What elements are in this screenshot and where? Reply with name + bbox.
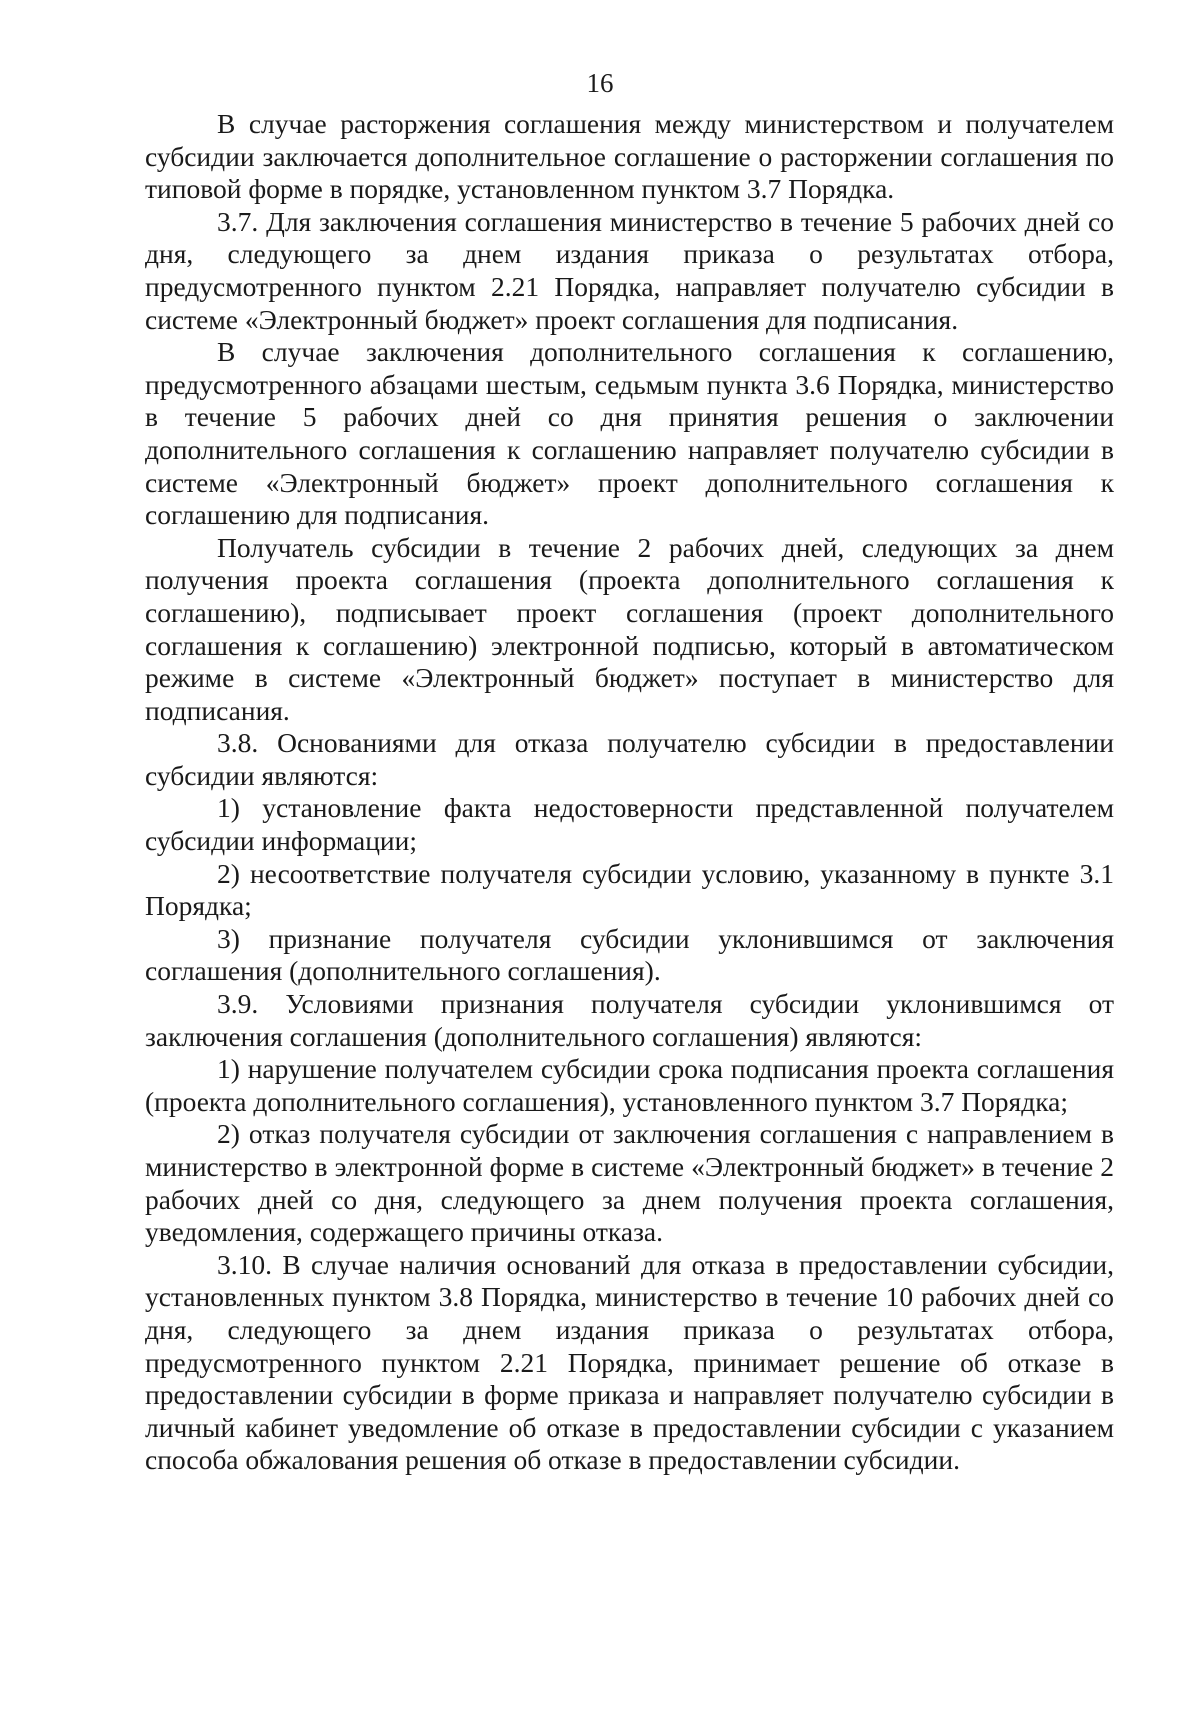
page-number: 16 bbox=[586, 68, 614, 98]
paragraph-termination: В случае расторжения соглашения между министерством и получателем субсидии заключается дополнительное соглашение о расторжении соглашения по типовой форме в порядке, установленном пунктом 3.7 Порядка. bbox=[145, 108, 1114, 205]
paragraph-3-8: 3.8. Основаниями для отказа получателю субсидии в предоставлении субсидии являются: bbox=[145, 727, 1114, 791]
paragraph-3-10: 3.10. В случае наличия оснований для отказа в предоставлении субсидии, установленных пунктом 3.8 Порядка, министерство в течение 10 рабочих дней со дня, следующего за днем издания приказа о результатах отбора, предусмотренного пунктом 2.21 Порядка, принимает решение об отказе в предоставлении субсидии в форме приказа и направляет получателю субсидии в личный кабинет уведомление об отказе в предоставлении субсидии с указанием способа обжалования решения об отказе в предоставлении субсидии. bbox=[145, 1248, 1114, 1476]
list-item-3-9-2: 2) отказ получателя субсидии от заключения соглашения с направлением в министерство в электронной форме в системе «Электронный бюджет» в течение 2 рабочих дней со дня, следующего за днем получения проекта соглашения, уведомления, содержащего причины отказа. bbox=[145, 1118, 1114, 1248]
paragraph-3-9: 3.9. Условиями признания получателя субсидии уклонившимся от заключения соглашения (дополнительного соглашения) являются: bbox=[145, 988, 1114, 1052]
list-item-3-8-2: 2) несоответствие получателя субсидии условию, указанному в пункте 3.1 Порядка; bbox=[145, 857, 1114, 922]
list-item-3-9-1: 1) нарушение получателем субсидии срока подписания проекта соглашения (проекта дополнительного соглашения), установленного пунктом 3.7 Порядка; bbox=[145, 1053, 1114, 1117]
paragraph-additional-agreement: В случае заключения дополнительного соглашения к соглашению, предусмотренного абзацами шестым, седьмым пункта 3.6 Порядка, министерство в течение 5 рабочих дней со дня принятия решения о заключении дополнительного соглашения к соглашению направляет получателю субсидии в системе «Электронный бюджет» проект дополнительного соглашения к соглашению для подписания. bbox=[145, 336, 1114, 531]
list-item-3-8-3: 3) признание получателя субсидии уклонившимся от заключения соглашения (дополнительного соглашения). bbox=[145, 922, 1114, 987]
paragraph-recipient-signing: Получатель субсидии в течение 2 рабочих дней, следующих за днем получения проекта соглашения (проекта дополнительного соглашения к соглашению), подписывает проект соглашения (проект дополнительного соглашения к соглашению) электронной подписью, который в автоматическом режиме в системе «Электронный бюджет» поступает в министерство для подписания. bbox=[145, 531, 1114, 726]
document-body bbox=[145, 108, 1114, 1477]
list-item-3-8-1: 1) установление факта недостоверности представленной получателем субсидии информации; bbox=[145, 792, 1114, 857]
paragraph-3-7: 3.7. Для заключения соглашения министерство в течение 5 рабочих дней со дня, следующего за днем издания приказа о результатах отбора, предусмотренного пунктом 2.21 Порядка, направляет получателю субсидии в системе «Электронный бюджет» проект соглашения для подписания. bbox=[145, 205, 1114, 335]
